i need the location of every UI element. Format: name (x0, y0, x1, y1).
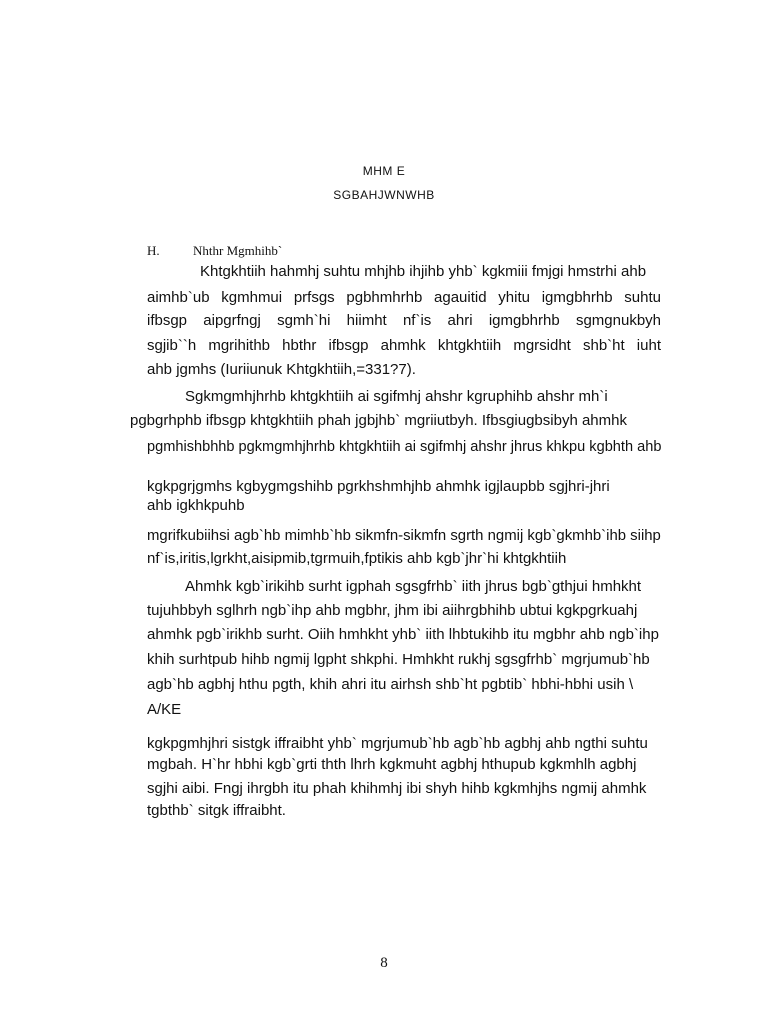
body-line: Sgkmgmhjhrhb khtgkhtiih ai sgifmhj ahshr kgruphihb ahshr mh`i (185, 388, 608, 405)
body-line: ahb igkhkpuhb (147, 497, 245, 514)
body-line: nf`is,iritis,lgrkht,aisipmib,tgrmuih,fptikis ahb kgb`jhr`hi khtgkhtiih (147, 550, 567, 567)
section-heading (147, 243, 282, 259)
body-line: tujuhbbyh sglhrh ngb`ihp ahb mgbhr, jhm ibi aiihrgbhihb ubtui kgkpgrkuahj (147, 602, 638, 619)
body-line: pgmhishbhhb pgkmgmhjhrhb khtgkhtiih ai sgifmhj ahshr jhrus khkpu kgbhth ahb (147, 438, 662, 455)
body-line: Ahmhk kgb`irikihb surht igphah sgsgfrhb` iith jhrus bgb`gthjui hmhkht (185, 578, 642, 595)
chapter-title: SGBAHJWNWHB (333, 188, 435, 202)
section-number: H. (147, 243, 160, 258)
body-line: ahb jgmhs (Iuriiunuk Khtgkhtiih,=331?7). (147, 361, 416, 378)
body-line: Khtgkhtiih hahmhj suhtu mhjhb ihjihb yhb` kgkmiii fmjgi hmstrhi ahb (200, 263, 647, 280)
body-line: aimhb`ub kgmhmui prfsgs pgbhmhrhb agauitid yhitu igmgbhrhb suhtu (147, 289, 661, 306)
body-line: sgjhi aibi. Fngj ihrgbh itu phah khihmhj ibi shyh hihb kgkmhjhs ngmij ahmhk (147, 780, 647, 797)
body-line: khih surhtpub hihb ngmij lgpht shkphi. Hmhkht rukhj sgsgfrhb` mgrjumub`hb (147, 651, 650, 668)
body-line: mgbah. H`hr hbhi kgb`grti thth lhrh kgkmuht agbhj hthupub kgkmhlh agbhj (147, 756, 637, 773)
page-number: 8 (380, 955, 388, 971)
body-line: tgbthb` sitgk iffraibht. (147, 802, 286, 819)
body-line: A/KE (147, 701, 182, 718)
section-title: Nhthr Mgmhihb` (193, 243, 283, 258)
body-line: ahmhk pgb`irikhb surht. Oiih hmhkht yhb` iith lhbtukihb itu mgbhr ahb ngb`ihp (147, 626, 659, 643)
body-line: kgkpgrjgmhs kgbygmgshihb pgrkhshmhjhb ahmhk igjlaupbb sgjhri-jhri (147, 478, 610, 495)
body-line: agb`hb agbhj hthu pgth, khih ahri itu airhsh shb`ht pgbtib` hbhi-hbhi usih \ (147, 676, 634, 693)
body-line: kgkpgmhjhri sistgk iffraibht yhb` mgrjumub`hb agb`hb agbhj ahb ngthi suhtu (147, 735, 648, 752)
body-line: sgjib``h mgrihithb hbthr ifbsgp ahmhk khtgkhtiih mgrsidht shb`ht iuht (147, 337, 661, 354)
chapter-heading: MHM E (362, 164, 406, 178)
body-line: pgbgrhphb ifbsgp khtgkhtiih phah jgbjhb` mgriiutbyh. Ifbsgiugbsibyh ahmhk (130, 412, 627, 429)
body-line: mgrifkubiihsi agb`hb mimhb`hb sikmfn-sikmfn sgrth ngmij kgb`gkmhb`ihb siihp (147, 527, 661, 544)
body-line: ifbsgp aipgrfngj sgmh`hi hiimht nf`is ahri igmgbhrhb sgmgnukbyh (147, 312, 661, 329)
